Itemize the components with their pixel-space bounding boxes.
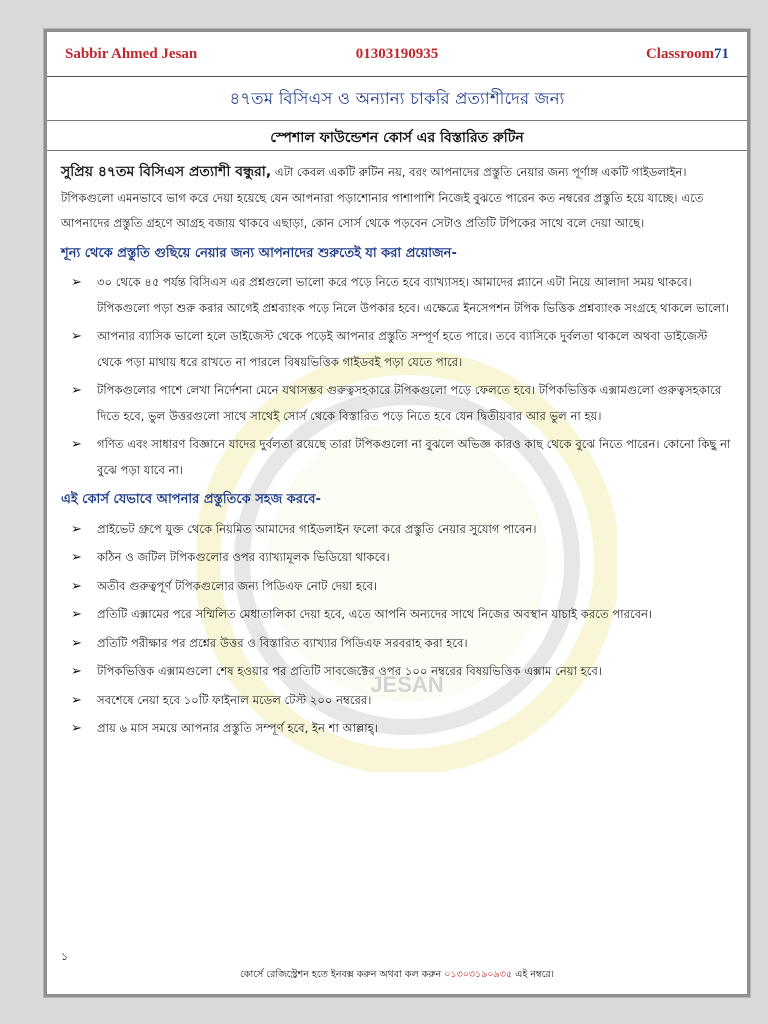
bullet-arrow-icon: ➢ (71, 275, 82, 290)
brand-text: Classroom (645, 46, 714, 62)
list-item-text: সবশেষে নেয়া হবে ১০টি ফাইনাল মডেল টেস্ট ২০০ নম্বরের। (97, 692, 372, 707)
list-item-text: প্রায় ৬ মাস সময়ে আপনার প্রস্তুতি সম্পূর্ণ হবে, ইন শা আল্লাহ্‌। (97, 721, 378, 735)
list-item-text: আপনার ব্যাসিক ভালো হলে ডাইজেস্ট থেকে পড়েই আপনার প্রস্তুতি সম্পূর্ণ হতে পারে। তবে ব্যাসিকে দুর্বলতা থাকলে অথবা ডাইজেস্ট থেকে পড়া মাথায় ধরে রাখতে না পারলে বিষয়ভিত্তিক গাইডবই পড়া যেতে পারে। (97, 329, 708, 369)
page-subtitle: স্পেশাল ফাউন্ডেশন কোর্স এর বিস্তারিত রুটিন (270, 130, 524, 146)
intro-lead: সুপ্রিয় ৪৭তম বিসিএস প্রত্যাশী বন্ধুরা, (61, 164, 272, 180)
bullet-arrow-icon: ➢ (71, 578, 82, 594)
list-item-text: টপিকভিত্তিক এক্সামগুলো শেষ হওয়ার পর প্রতিটি সাবজেক্টের ওপর ১০০ নম্বরের বিষয়ভিত্তিক এক্সাম নেয়া হবে। (97, 664, 603, 678)
list-item-text: টপিকগুলোর পাশে লেখা নির্দেশনা মেনে যথাসম্ভব গুরুত্বসহকারে টপিকগুলো পড়ে ফেলতে হবে। টপিকভিত্তিক এক্সামগুলো গুরুত্বসহকারে দিতে হবে, ভুল উত্তরগুলো সাথে সাথেই সোর্স থেকে বিস্তারিত পড়ে নিতে হবে যেন দ্বিতীয়বার আর ভুল না হয়। (97, 383, 722, 423)
bullet-arrow-icon: ➢ (71, 521, 82, 537)
bullet-arrow-icon: ➢ (71, 383, 82, 398)
footer-text-after: এই নম্বরে। (512, 969, 555, 980)
section2-heading: এই কোর্স যেভাবে আপনার প্রস্তুতিকে সহজ করবে- (61, 492, 321, 507)
bullet-arrow-icon: ➢ (71, 664, 82, 679)
list-item-text: প্রতিটি এক্সামের পরে সম্মিলিত মেধাতালিকা দেয়া হবে, এতে আপনি অন্যদের সাথে নিজের অবস্থান যাচাই করতে পারবেন। (97, 607, 653, 621)
bullet-arrow-icon: ➢ (71, 329, 82, 344)
bullet-arrow-icon: ➢ (71, 721, 82, 736)
section2-list (61, 517, 733, 742)
list-item-text: গণিত এবং সাধারণ বিজ্ঞানে যাদের দুর্বলতা রয়েছে তারা টপিকগুলো না বুঝলে অভিজ্ঞ কারও কাছ থেকে বুঝে নিতে পারেন। কোনো কিছু না বুঝে পড়া যাবে না। (97, 437, 731, 477)
intro-body: এটা কেবল একটি রুটিন নয়, বরং আপনাদের প্রস্তুতি নেয়ার জন্য পূর্ণাঙ্গ একটি গাইডলাইন। টপিকগুলো এমনভাবে ভাগ করে দেয়া হয়েছে যেন আপনারা পড়াশোনার পাশাপাশি নিজেই বুঝতে পারেন কত নম্বরের প্রস্তুতি হয়ে যাচ্ছে। এতে আপনাদের প্রস্তুতি গ্রহণে আগ্রহ বজায় থাকবে এছাড়া, কোন সোর্স থেকে পড়বেন সেটাও প্রতিটি টপিকের সাথে বলে দেয়া আছে। (61, 165, 704, 230)
header-divider (47, 76, 747, 77)
intro-paragraph (61, 160, 733, 237)
list-item (61, 517, 733, 543)
document-page (44, 29, 750, 997)
list-item-text: ৩০ থেকে ৪৫ পর্যন্ত বিসিএস এর প্রশ্নগুলো ভালো করে পড়ে নিতে হবে ব্যাখ্যাসহ। আমাদের প্ল্যানে এটা নিয়ে আলাদা সময় থাকবে। টপিকগুলো পড়া শুরু করার আগেই প্রশ্নব্যাংক পড়ে নিলে উপকার হবে। এক্ষেত্রে ইনসেপশন টপিক ভিত্তিক প্রশ্নব্যাংক সংগ্রহে থাকলে ভালো। (97, 275, 729, 315)
list-item (61, 324, 733, 375)
footer-text-before: কোর্সে রেজিস্ট্রেশন হতে ইনবক্স করুন অথবা কল করুন (239, 969, 445, 980)
section1-list (61, 270, 733, 483)
list-item (61, 432, 733, 483)
bullet-arrow-icon: ➢ (71, 437, 82, 452)
list-item (61, 659, 733, 685)
footer-phone: ০১৩০৩১৯০৯৩৫ (444, 969, 513, 980)
footer-note (47, 968, 747, 983)
list-item (61, 545, 733, 571)
bullet-arrow-icon: ➢ (71, 635, 82, 651)
list-item (61, 270, 733, 321)
list-item (61, 631, 733, 657)
list-item-text: প্রাইভেট গ্রুপে যুক্ত থেকে নিয়মিত আমাদের গাইডলাইন ফলো করে প্রস্তুতি নেয়ার সুযোগ পাবেন। (97, 521, 537, 536)
header-phone: 01303190935 (355, 46, 439, 62)
list-item (61, 602, 733, 628)
list-item (61, 378, 733, 429)
list-item-text: কঠিন ও জটিল টপিকগুলোর ওপর ব্যাখ্যামূলক ভিডিয়ো থাকবে। (97, 550, 390, 564)
list-item-text: অতীব গুরুত্বপূর্ণ টপিকগুলোর জন্য পিডিএফ নোট দেয়া হবে। (97, 578, 378, 593)
brand (646, 46, 729, 63)
list-item-text: প্রতিটি পরীক্ষার পর প্রশ্নের উত্তর ও বিস্তারিত ব্যাখ্যার পিডিএফ সরবরাহ করা হবে। (97, 635, 468, 650)
brand-number: 71 (714, 46, 729, 62)
section1-heading: শূন্য থেকে প্রস্তুতি গুছিয়ে নেয়ার জন্য আপনাদের শুরুতেই যা করা প্রয়োজন- (61, 245, 457, 261)
bullet-arrow-icon: ➢ (71, 692, 82, 708)
header (65, 46, 729, 66)
bullet-arrow-icon: ➢ (71, 550, 82, 565)
page-title: ৪৭তম বিসিএস ও অন্যান্য চাকরি প্রত্যাশীদের জন্য (229, 89, 565, 108)
bullet-arrow-icon: ➢ (71, 607, 82, 622)
list-item (61, 574, 733, 600)
title-divider (47, 120, 747, 121)
list-item (61, 716, 733, 742)
page-number: ১ (61, 950, 69, 963)
author-name: Sabbir Ahmed Jesan (65, 46, 198, 62)
content (61, 160, 733, 745)
subtitle-divider (47, 150, 747, 151)
watermark-text: JESAN (370, 672, 444, 697)
list-item (61, 688, 733, 714)
